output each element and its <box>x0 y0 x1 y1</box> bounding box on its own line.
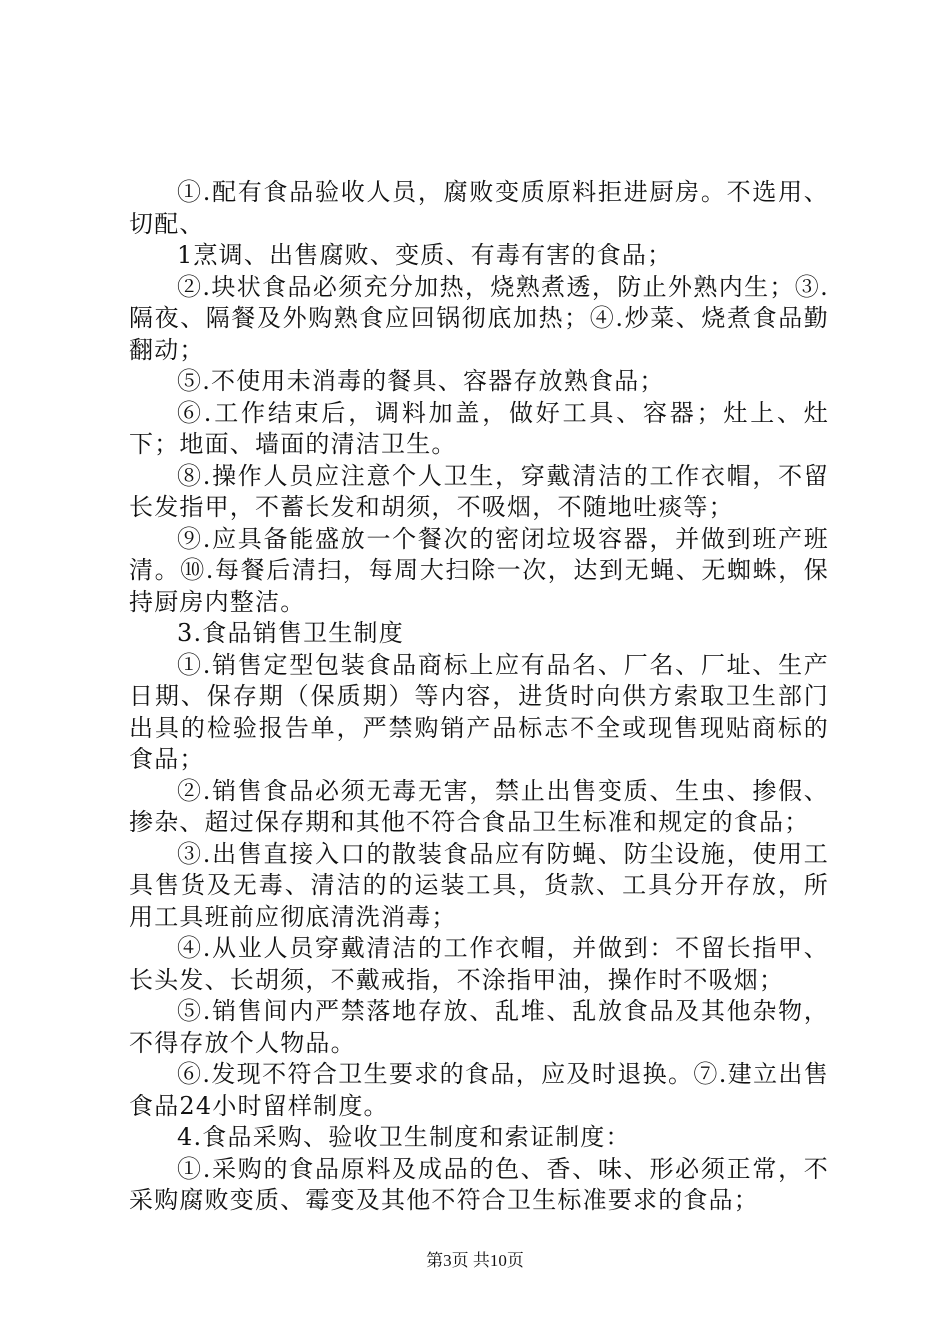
paragraph-16: ①.采购的食品原料及成品的色、香、味、形必须正常，不采购腐败变质、霉变及其他不符合卫生标准要求的食品； <box>129 1154 829 1214</box>
page-number-label: 第3页 共10页 <box>426 1251 524 1270</box>
document-body <box>129 177 829 1217</box>
paragraph-13: ⑤.销售间内严禁落地存放、乱堆、乱放食品及其他杂物，不得存放个人物品。 <box>129 997 829 1057</box>
page-footer <box>0 1246 950 1271</box>
paragraph-7: ⑨.应具备能盛放一个餐次的密闭垃圾容器，并做到班产班清。⑩.每餐后清扫，每周大扫除一次，达到无蝇、无蜘蛛，保持厨房内整洁。 <box>129 524 829 616</box>
paragraph-1: ①.配有食品验收人员，腐败变质原料拒进厨房。不选用、切配、 <box>129 178 829 238</box>
paragraph-14: ⑥.发现不符合卫生要求的食品，应及时退换。⑦.建立出售食品24小时留样制度。 <box>129 1060 829 1120</box>
section-heading-4: 4.食品采购、验收卫生制度和索证制度： <box>177 1123 631 1151</box>
paragraph-2: 1烹调、出售腐败、变质、有毒有害的食品； <box>177 241 673 269</box>
paragraph-4: ⑤.不使用未消毒的餐具、容器存放熟食品； <box>177 367 665 395</box>
paragraph-5: ⑥.工作结束后，调料加盖，做好工具、容器；灶上、灶下；地面、墙面的清洁卫生。 <box>129 398 829 458</box>
paragraph-10: ②.销售食品必须无毒无害，禁止出售变质、生虫、掺假、掺杂、超过保存期和其他不符合食品卫生标准和规定的食品； <box>129 776 829 836</box>
paragraph-11: ③.出售直接入口的散装食品应有防蝇、防尘设施，使用工具售货及无毒、清洁的的运装工具，货款、工具分开存放，所用工具班前应彻底清洗消毒； <box>129 839 829 931</box>
paragraph-6: ⑧.操作人员应注意个人卫生，穿戴清洁的工作衣帽，不留长发指甲，不蓄长发和胡须，不吸烟，不随地吐痰等； <box>129 461 829 521</box>
paragraph-12: ④.从业人员穿戴清洁的工作衣帽，并做到：不留长指甲、长头发、长胡须，不戴戒指，不涂指甲油，操作时不吸烟； <box>129 934 829 994</box>
paragraph-3: ②.块状食品必须充分加热，烧熟煮透，防止外熟内生；③.隔夜、隔餐及外购熟食应回锅彻底加热；④.炒菜、烧煮食品勤翻动； <box>129 272 829 364</box>
paragraph-9: ①.销售定型包装食品商标上应有品名、厂名、厂址、生产日期、保存期（保质期）等内容，进货时向供方索取卫生部门出具的检验报告单，严禁购销产品标志不全或现售现贴商标的食品； <box>129 650 829 773</box>
section-heading-3: 3.食品销售卫生制度 <box>177 619 404 647</box>
